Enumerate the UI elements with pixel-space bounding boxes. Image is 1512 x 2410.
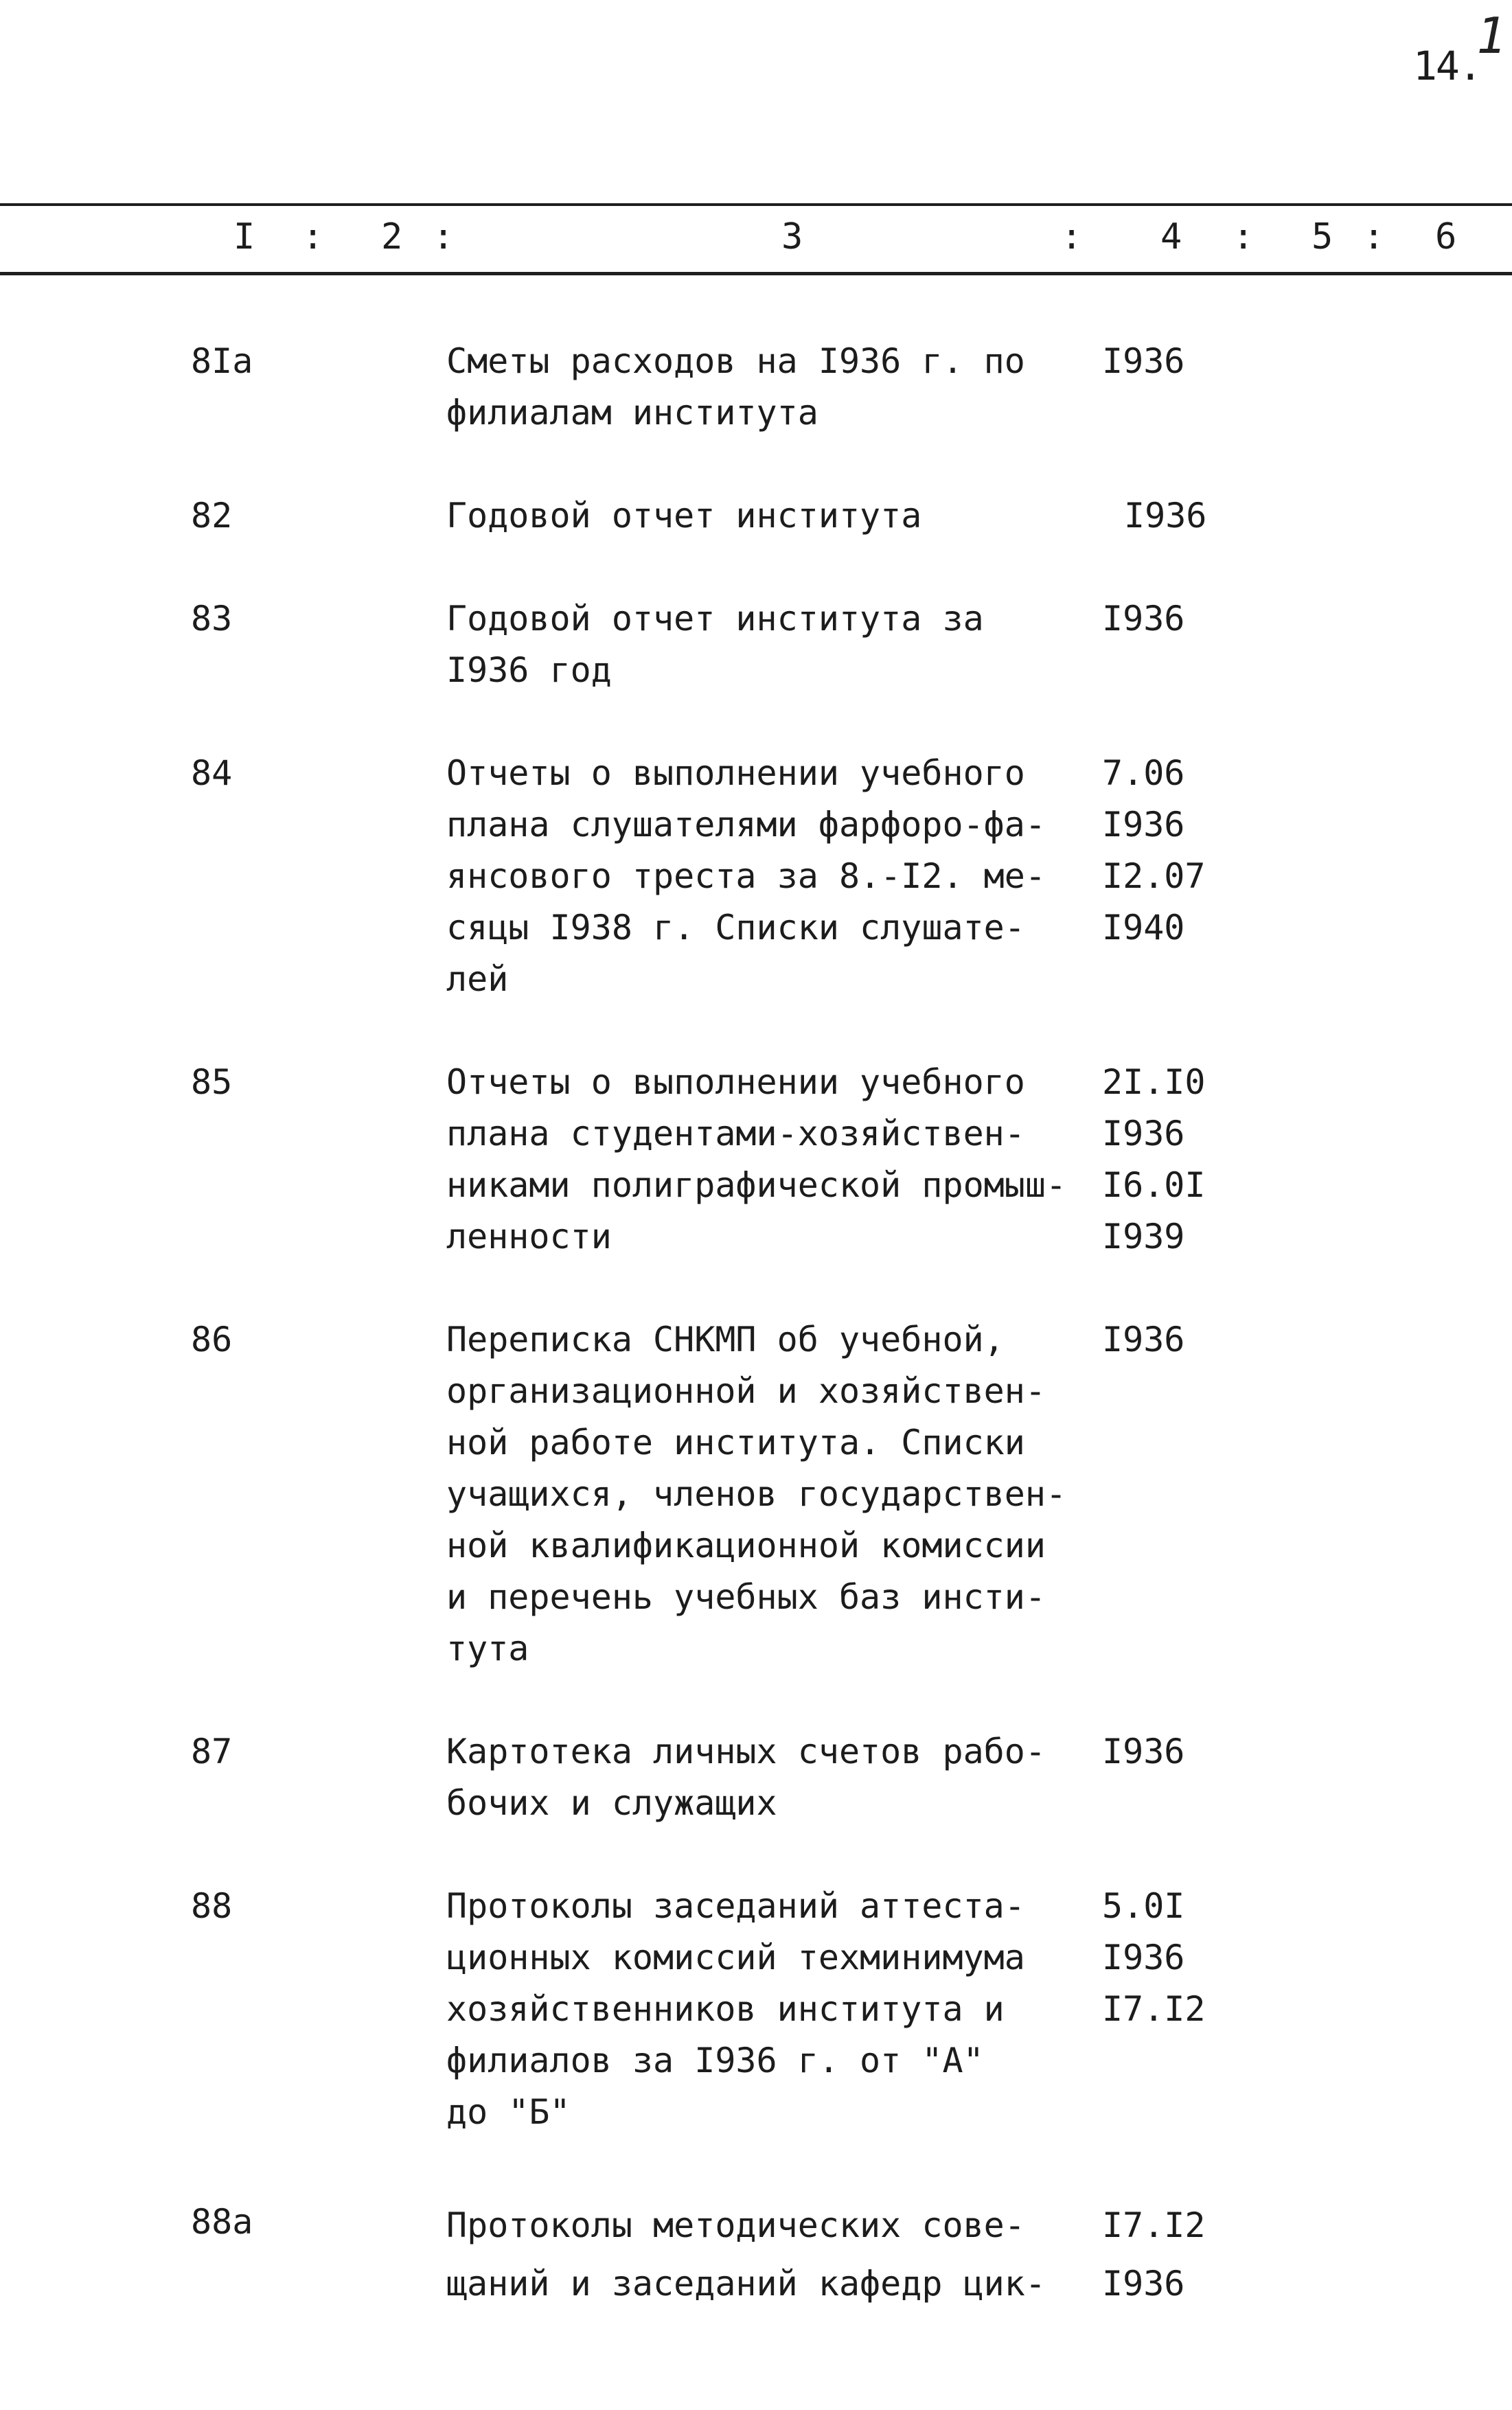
row-description: Сметы расходов на I936 г. по филиалам института	[446, 341, 1025, 433]
sheet-number: 14.	[1413, 43, 1481, 89]
row-dates: 2I.I0 I936 I6.0I I939	[1102, 1062, 1206, 1256]
corner-mark: 1	[1476, 7, 1507, 65]
row-number: 8Iа	[191, 341, 253, 381]
row-dates: I936	[1102, 1732, 1185, 1771]
row-description: Отчеты о выполнении учебного плана слушателями фарфоро-фа- янсового треста за 8.-I2. ме- сяцы I938 г. Списки слушате- лей	[446, 753, 1046, 999]
row-description: Годовой отчет института	[446, 496, 922, 536]
col-3: 3	[781, 216, 803, 257]
row-number: 82	[191, 496, 233, 536]
col-separator: :	[1061, 216, 1083, 257]
row-dates: 7.06 I936 I2.07 I940	[1102, 753, 1206, 948]
row-number: 87	[191, 1732, 233, 1771]
col-4: 4	[1160, 216, 1182, 257]
header-rule-bottom	[0, 272, 1512, 275]
row-description: Картотека личных счетов рабо- бочих и служащих	[446, 1732, 1046, 1823]
row-dates: I936	[1102, 1320, 1185, 1359]
col-5: 5	[1311, 216, 1333, 257]
row-number: 85	[191, 1062, 233, 1102]
col-separator: :	[302, 216, 324, 257]
col-6: 6	[1435, 216, 1457, 257]
col-2: 2	[381, 216, 403, 257]
row-dates: I936	[1102, 341, 1185, 381]
col-1: I	[233, 216, 255, 257]
row-dates: I936	[1102, 599, 1185, 639]
row-dates: I936	[1124, 496, 1207, 536]
row-number: 88	[191, 1886, 233, 1926]
row-description: Переписка СНКМП об учебной, организационной и хозяйствен- ной работе института. Списки учащихся, членов государствен- ной квалификационной комиссии и перечень учебных баз инсти- тута	[446, 1320, 1067, 1668]
row-number: 84	[191, 753, 233, 793]
row-number: 88а	[191, 2202, 253, 2242]
row-description: Протоколы заседаний аттеста- ционных комиссий техминимума хозяйственников института и филиалов за I936 г. от "А" до "Б"	[446, 1886, 1025, 2132]
col-separator: :	[1233, 216, 1255, 257]
row-description: Годовой отчет института за I936 год	[446, 599, 984, 690]
header-rule-top	[0, 203, 1512, 206]
row-description: Протоколы методических сове- щаний и заседаний кафедр цик-	[446, 2205, 1046, 2304]
col-separator: :	[433, 216, 455, 257]
row-dates: I7.I2 I936	[1102, 2205, 1206, 2304]
row-number: 83	[191, 599, 233, 639]
row-description: Отчеты о выполнении учебного плана студентами-хозяйствен- никами полиграфической промыш- ленности	[446, 1062, 1067, 1256]
row-number: 86	[191, 1320, 233, 1359]
col-separator: :	[1363, 216, 1385, 257]
row-dates: 5.0I I936 I7.I2	[1102, 1886, 1206, 2029]
